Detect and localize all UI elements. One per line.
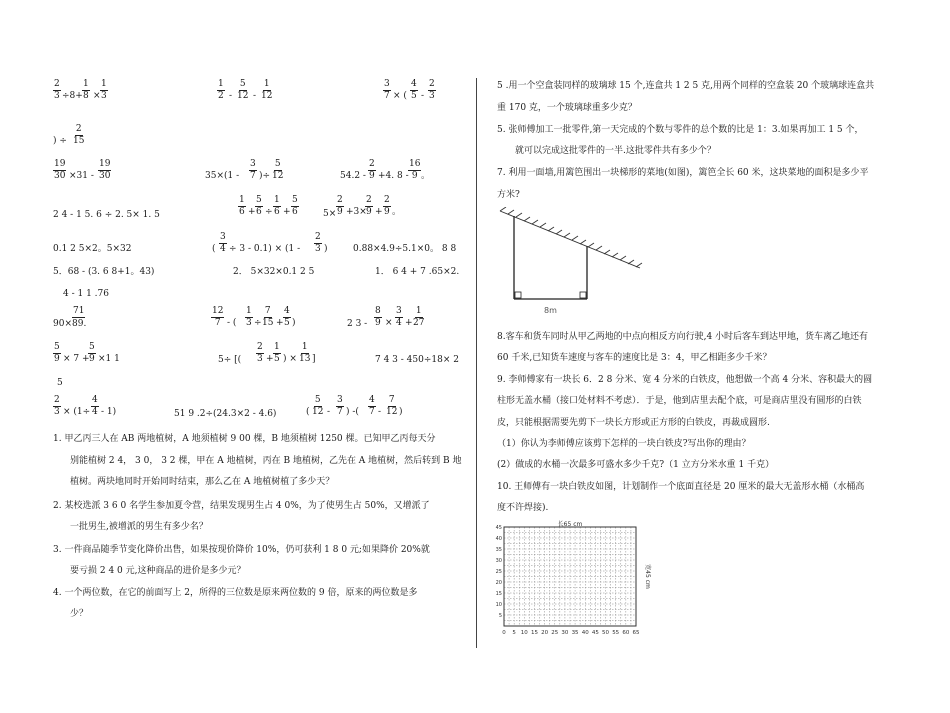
expr-r7-continuation: 5 <box>57 378 63 388</box>
fraction: $\frac{4}{7}$ <box>369 395 375 417</box>
fraction: $\frac{2}{9}$ <box>384 195 390 217</box>
operator-text: - <box>253 91 257 101</box>
x-tick-label: 40 <box>581 630 589 636</box>
fraction: $\frac{1}{27}$ <box>413 306 425 328</box>
operator-text: ) × <box>283 354 297 364</box>
problem-line: 5 .用一个空盒装同样的玻璃球 15 个,连盒共 1 2 5 克,用两个同样的空盒装 20 个玻璃球连盒共 <box>497 81 875 91</box>
operator-text: - <box>378 407 382 417</box>
fraction: $\frac{4}{5}$ <box>284 306 290 328</box>
operator-text: 。 <box>392 207 402 217</box>
x-tick-label: 15 <box>530 630 538 636</box>
operator-text: + <box>266 354 274 364</box>
y-tick-label: 20 <box>495 580 502 586</box>
expr-r5-continuation: 4 - 1 1 .76 <box>63 289 109 299</box>
x-tick-label: 55 <box>612 630 620 636</box>
fraction: $\frac{5}{6}$ <box>256 195 262 217</box>
problem-line: 要亏损 2 4 0 元,这种商品的进价是多少元？ <box>70 566 246 576</box>
operator-text: + <box>405 318 413 328</box>
y-tick-label: 10 <box>495 602 502 608</box>
fence-outline <box>514 216 587 299</box>
operator-text: + <box>283 207 291 217</box>
operator-text: )÷ <box>259 171 271 181</box>
operator-text: ] <box>312 354 316 364</box>
fraction: $\frac{1}{2}$ <box>218 79 224 101</box>
y-tick-label: 45 <box>495 525 502 531</box>
operator-text: × <box>385 318 393 328</box>
fraction: $\frac{1}{3}$ <box>246 306 252 328</box>
expr-r5-b: 2． 5×32×0.1 2 5 <box>233 267 315 277</box>
x-tick-label: 60 <box>622 630 630 636</box>
fraction: $\frac{4}{4}$ <box>92 395 98 417</box>
problem-line: 重 170 克，一个玻璃球重多少克？ <box>497 103 637 113</box>
fraction: $\frac{5}{12}$ <box>272 159 284 181</box>
fraction: $\frac{5}{12}$ <box>237 79 249 101</box>
fraction: $\frac{1}{6}$ <box>274 195 280 217</box>
problem-line: 1. 甲乙丙三人在 AB 两地植树，A 地须植树 9 00 棵，B 地须植树 1250 棵。已知甲乙丙每天分 <box>53 434 436 444</box>
problem-line: 柱形无盖水桶（接口处材料不考虑）．于是，他到店里去配个底，可是商店里没有圆形的白铁 <box>497 396 862 406</box>
x-tick-label: 10 <box>520 630 528 636</box>
problem-line: 8.客车和货车同时从甲乙两地的中点向相反方向行驶,4 小时后客车到达甲地，货车离乙地还有 <box>497 332 869 342</box>
fraction: $\frac{8}{9}$ <box>375 306 381 328</box>
fraction: $\frac{7}{15}$ <box>262 306 274 328</box>
fraction: $\frac{12}{7}$ <box>212 306 224 328</box>
problem-line: （1）你认为李师傅应该剪下怎样的一块白铁皮?写出你的理由？ <box>497 439 751 449</box>
x-tick-label: 65 <box>632 630 640 636</box>
fraction: $\frac{1}{5}$ <box>274 342 280 364</box>
fraction: $\frac{7}{12}$ <box>386 395 398 417</box>
fraction: $\frac{3}{7}$ <box>337 395 343 417</box>
operator-text: - ( <box>227 318 237 328</box>
problem-line: 一批男生,被增派的男生有多少名？ <box>70 522 208 532</box>
operator-text: ÷ <box>254 318 262 328</box>
operator-text: 54.2 - <box>340 171 366 181</box>
operator-text: ÷8+ <box>62 91 83 101</box>
operator-text: × ( <box>393 91 407 101</box>
fraction: $\frac{5}{12}$ <box>312 395 324 417</box>
fraction: $\frac{5}{9}$ <box>89 342 95 364</box>
operator-text: 2 3 - <box>347 319 368 329</box>
fraction: $\frac{3}{4}$ <box>396 306 402 328</box>
problem-line: 2. 某校选派 3 6 0 名学生参加夏令营，结果发现男生占 4 0%，为了使男生占 50%，又增派了 <box>53 501 430 511</box>
length-label: 长65 cm <box>557 521 583 528</box>
operator-text: ) <box>324 244 328 254</box>
fraction: $\frac{2}{3}$ <box>429 79 435 101</box>
x-tick-label: 30 <box>561 630 569 636</box>
dimension-label: 8m <box>544 306 557 315</box>
expr-r3-a: 2 4 - 1 5. 6 ÷ 2. 5× 1. 5 <box>53 210 160 220</box>
fraction: $\frac{1}{3}$ <box>101 79 107 101</box>
operator-text: × 7 + <box>63 354 90 364</box>
operator-text: ) <box>399 407 403 417</box>
x-tick-label: 45 <box>591 630 599 636</box>
operator-text: × (1÷ <box>63 407 91 417</box>
x-tick-label: 20 <box>541 630 549 636</box>
fraction: $\frac{19}{30}$ <box>99 159 111 181</box>
fraction: $\frac{2}{3}$ <box>315 232 321 254</box>
wall-hatching <box>500 207 642 268</box>
y-tick-label: 30 <box>495 558 502 564</box>
fraction: $\frac{2}{9}$ <box>369 159 375 181</box>
operator-text: ×1 1 <box>98 354 120 364</box>
fraction: $\frac{5}{9}$ <box>54 342 60 364</box>
operator-text: + <box>248 207 256 217</box>
expr-r7-c: 7 4 3 - 450÷18× 2 <box>375 355 459 365</box>
expr-r5-a: 5．68 - (3. 6 8+1。43) <box>53 267 155 277</box>
operator-text: × <box>93 91 101 101</box>
fraction: $\frac{1}{12}$ <box>261 79 273 101</box>
fraction: $\frac{2}{9}$ <box>366 195 372 217</box>
y-tick-label: 35 <box>495 547 502 553</box>
fraction: $\frac{3}{7}$ <box>384 79 390 101</box>
operator-text: 90×89. <box>53 319 87 329</box>
fraction: $\frac{3}{4}$ <box>220 232 226 254</box>
fraction: 71 <box>73 306 85 316</box>
fraction: $\frac{2}{3}$ <box>257 342 263 364</box>
trapezoid-garden-figure <box>492 207 647 317</box>
expr-r8-b: 51 9 .2÷(24.3×2 - 4.6) <box>174 409 277 419</box>
operator-text: ) -( <box>346 407 359 417</box>
y-tick-label: 40 <box>495 536 502 542</box>
y-tick-label: 15 <box>495 591 502 597</box>
x-tick-label: 25 <box>551 630 559 636</box>
operator-text: 5× <box>323 209 337 219</box>
column-divider <box>476 78 477 648</box>
operator-text: - <box>327 407 331 417</box>
y-tick-label: 5 <box>498 613 502 619</box>
width-label: 宽45 cm <box>644 564 651 589</box>
problem-line: 7. 利用一面墙,用篱笆围出一块梯形的菜地(如图)，篱笆全长 60 米，这块菜地的面积是多少平 <box>497 168 869 178</box>
operator-text: + <box>276 318 284 328</box>
fraction: $\frac{5}{6}$ <box>292 195 298 217</box>
fraction: $\frac{4}{5}$ <box>411 79 417 101</box>
problem-line: 植树。两块地同时开始同时结束，那么乙在 A 地植树植了多少天？ <box>70 477 335 487</box>
problem-line: 4. 一个两位数，在它的前面写上 2，所得的三位数是原来两位数的 9 倍，原来的两位数是多 <box>53 588 418 598</box>
operator-text: ×31 - <box>69 171 94 181</box>
problem-line: 9. 李师傅家有一块长 6．2 8 分米、宽 4 分米的白铁皮，他想做一个高 4 分米、容积最大的圆 <box>497 375 873 385</box>
operator-text: - <box>421 91 425 101</box>
fraction: $\frac{1}{13}$ <box>299 342 311 364</box>
problem-line: 方米? <box>497 190 520 200</box>
problem-line: 别能植树 2 4， 3 0， 3 2 棵，甲在 A 地植树，丙在 B 地植树，乙先在 A 地植树，然后转到 B 地 <box>70 456 462 466</box>
operator-text: + <box>375 207 383 217</box>
problem-line: 少？ <box>70 609 89 619</box>
problem-line: 60 千米,已知货车速度与客车的速度比是 3：4，甲乙相距多少千米？ <box>497 353 772 363</box>
operator-text: 35×(1 - <box>205 171 240 181</box>
operator-text: 。 <box>421 171 431 181</box>
problem-line: 度不许焊接). <box>497 503 549 513</box>
operator-text: +3× <box>346 207 367 217</box>
problem-line: 皮，只能根据需要先剪下一块长方形或正方形的白铁皮，再裁成圆形. <box>497 418 770 428</box>
operator-text: ) <box>292 318 296 328</box>
operator-text: ( <box>212 244 216 254</box>
operator-text: ) ÷ <box>53 136 67 146</box>
problem-line: 就可以完成这批零件的一半.这批零件共有多少个？ <box>515 146 716 156</box>
problem-line: 3. 一件商品随季节变化降价出售，如果按现价降价 10%，仍可获利 1 8 0 元;如果降价 20%就 <box>53 545 430 555</box>
problem-line: 5. 张师傅加工一批零件,第一天完成的个数与零件的总个数的比是 1：3.如果再加工 1 5 个， <box>497 125 864 135</box>
operator-text: 5÷ [( <box>218 355 242 365</box>
fraction: $\frac{2}{9}$ <box>337 195 343 217</box>
operator-text: +4. 8 - <box>378 171 409 181</box>
operator-text: - <box>229 91 233 101</box>
operator-text: ÷ <box>265 207 273 217</box>
fraction: $\frac{2}{3}$ <box>54 395 60 417</box>
operator-text: ÷ 3 - 0.1) × (1 - <box>229 244 301 254</box>
operator-text: - 1) <box>101 407 117 417</box>
x-tick-label: 5 <box>512 630 516 636</box>
x-tick-label: 50 <box>602 630 610 636</box>
sheet-grid-figure <box>490 519 665 641</box>
problem-line: (2）做成的水桶一次最多可盛水多少千克?（1 立方分米水重 1 千克） <box>497 460 775 470</box>
fraction: $\frac{1}{6}$ <box>239 195 245 217</box>
y-tick-label: 25 <box>495 569 502 575</box>
fraction: $\frac{2}{15}$ <box>73 124 85 146</box>
fraction: $\frac{16}{9}$ <box>409 159 421 181</box>
x-tick-label: 35 <box>571 630 579 636</box>
fraction: $\frac{1}{8}$ <box>83 79 89 101</box>
problem-line: 10. 王师傅有一块白铁皮如图，计划制作一个底面直径是 20 厘米的最大无盖形水桶（水桶高 <box>497 482 865 492</box>
expr-r4-c: 0.88×4.9÷5.1×0。 8 8 <box>353 244 457 254</box>
operator-text: ( <box>306 407 310 417</box>
fraction: $\frac{2}{3}$ <box>54 79 60 101</box>
x-tick-label: 0 <box>502 630 506 636</box>
fraction: $\frac{3}{7}$ <box>250 159 256 181</box>
fraction: $\frac{19}{30}$ <box>54 159 66 181</box>
expr-r4-a: 0.1 2 5×2。5×32 <box>53 244 132 254</box>
expr-r5-c: 1． 6 4 + 7 .65×2. <box>375 267 460 277</box>
